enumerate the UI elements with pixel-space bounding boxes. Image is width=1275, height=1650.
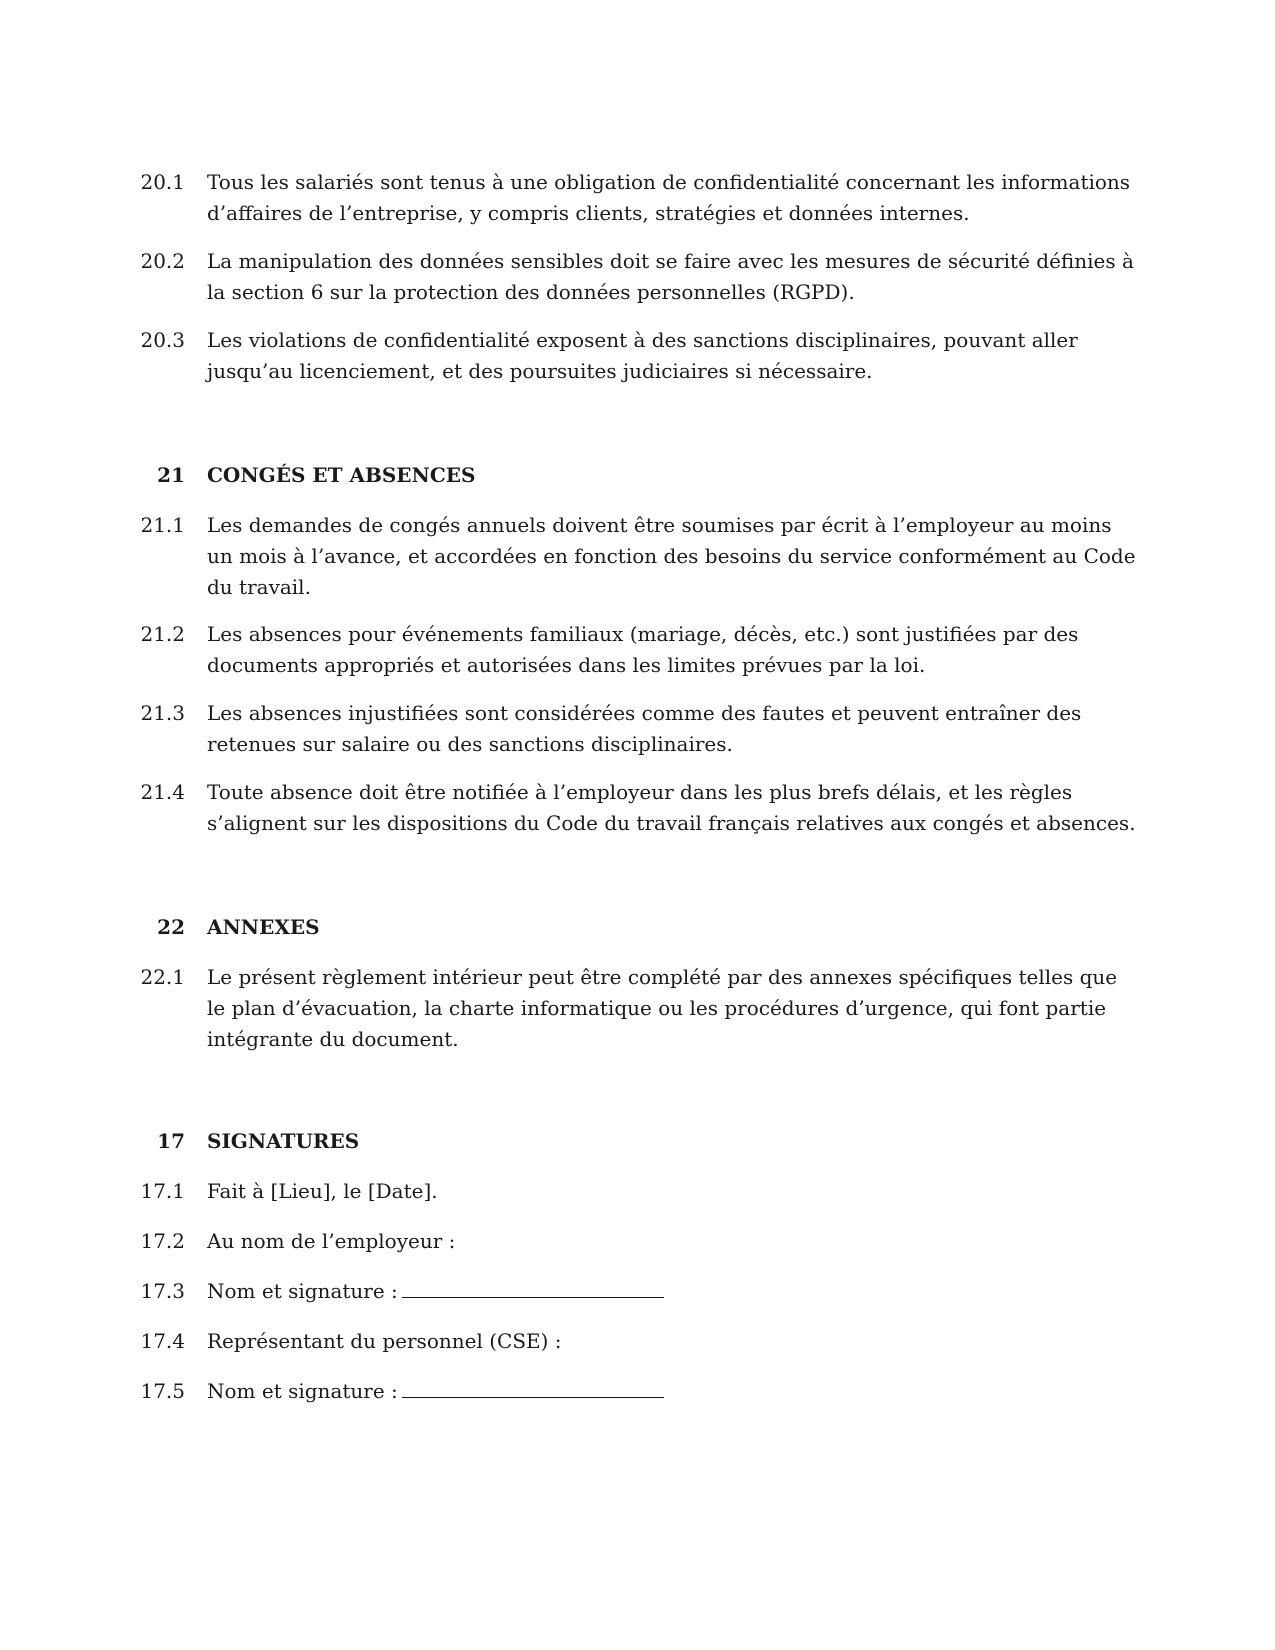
clause-text: Les absences pour événements familiaux (mariage, décès, etc.) sont justifiées par des documents appropriés et autorisées dans les limites prévues par la loi. — [207, 622, 1079, 677]
section-number: 17 — [157, 1129, 185, 1153]
clause-text: Nom et signature : — [207, 1279, 398, 1303]
clause-number: 17.5 — [140, 1379, 185, 1403]
clause-number: 20.3 — [140, 328, 185, 352]
clause-number: 21.2 — [140, 622, 185, 646]
clause-number: 21.1 — [140, 513, 185, 537]
clause-number: 17.4 — [140, 1329, 185, 1353]
clause-text: Au nom de l’employeur : — [207, 1229, 456, 1253]
clause-text: La manipulation des données sensibles doit se faire avec les mesures de sécurité définies à la section 6 sur la protection des données personnelles (RGPD). — [207, 249, 1134, 304]
clause-text: Nom et signature : — [207, 1379, 398, 1403]
section-title: SIGNATURES — [207, 1129, 360, 1153]
clause-number: 21.4 — [140, 780, 185, 804]
clause-text: Les demandes de congés annuels doivent être soumises par écrit à l’employeur au moins un mois à l’avance, et accordées en fonction des besoins du service conformément au Code du travail. — [207, 513, 1136, 599]
employer-signature-line[interactable] — [402, 1277, 664, 1298]
clause-number: 17.2 — [140, 1229, 185, 1253]
clause-text: Représentant du personnel (CSE) : — [207, 1329, 562, 1353]
clause-text: Fait à [Lieu], le [Date]. — [207, 1179, 438, 1203]
clause-number: 20.2 — [140, 249, 185, 273]
clause-text: Les violations de confidentialité exposent à des sanctions disciplinaires, pouvant aller jusqu’au licenciement, et des poursuites judiciaires si nécessaire. — [207, 328, 1078, 383]
section-title: ANNEXES — [207, 915, 320, 939]
clause-text: Les absences injustifiées sont considérées comme des fautes et peuvent entraîner des retenues sur salaire ou des sanctions disciplinaires. — [207, 701, 1082, 756]
section-number: 22 — [157, 915, 185, 939]
clause-text: Tous les salariés sont tenus à une obligation de confidentialité concernant les informations d’affaires de l’entreprise, y compris clients, stratégies et données internes. — [207, 170, 1131, 225]
clause-text-with-signature-line — [207, 1276, 1137, 1307]
clause-number: 22.1 — [140, 965, 185, 989]
clause-number: 21.3 — [140, 701, 185, 725]
clause-text: Toute absence doit être notifiée à l’employeur dans les plus brefs délais, et les règles s’alignent sur les dispositions du Code du travail français relatives aux congés et absences. — [207, 780, 1136, 835]
clause-number: 20.1 — [140, 170, 185, 194]
clause-number: 17.1 — [140, 1179, 185, 1203]
cse-signature-line[interactable] — [402, 1377, 664, 1398]
clause-number: 17.3 — [140, 1279, 185, 1303]
clause-text-with-signature-line — [207, 1376, 1137, 1407]
section-title: CONGÉS ET ABSENCES — [207, 463, 476, 487]
clause-text: Le présent règlement intérieur peut être complété par des annexes spécifiques telles que le plan d’évacuation, la charte informatique ou les procédures d’urgence, qui font partie intégrante du document. — [207, 965, 1118, 1051]
section-number: 21 — [157, 463, 185, 487]
